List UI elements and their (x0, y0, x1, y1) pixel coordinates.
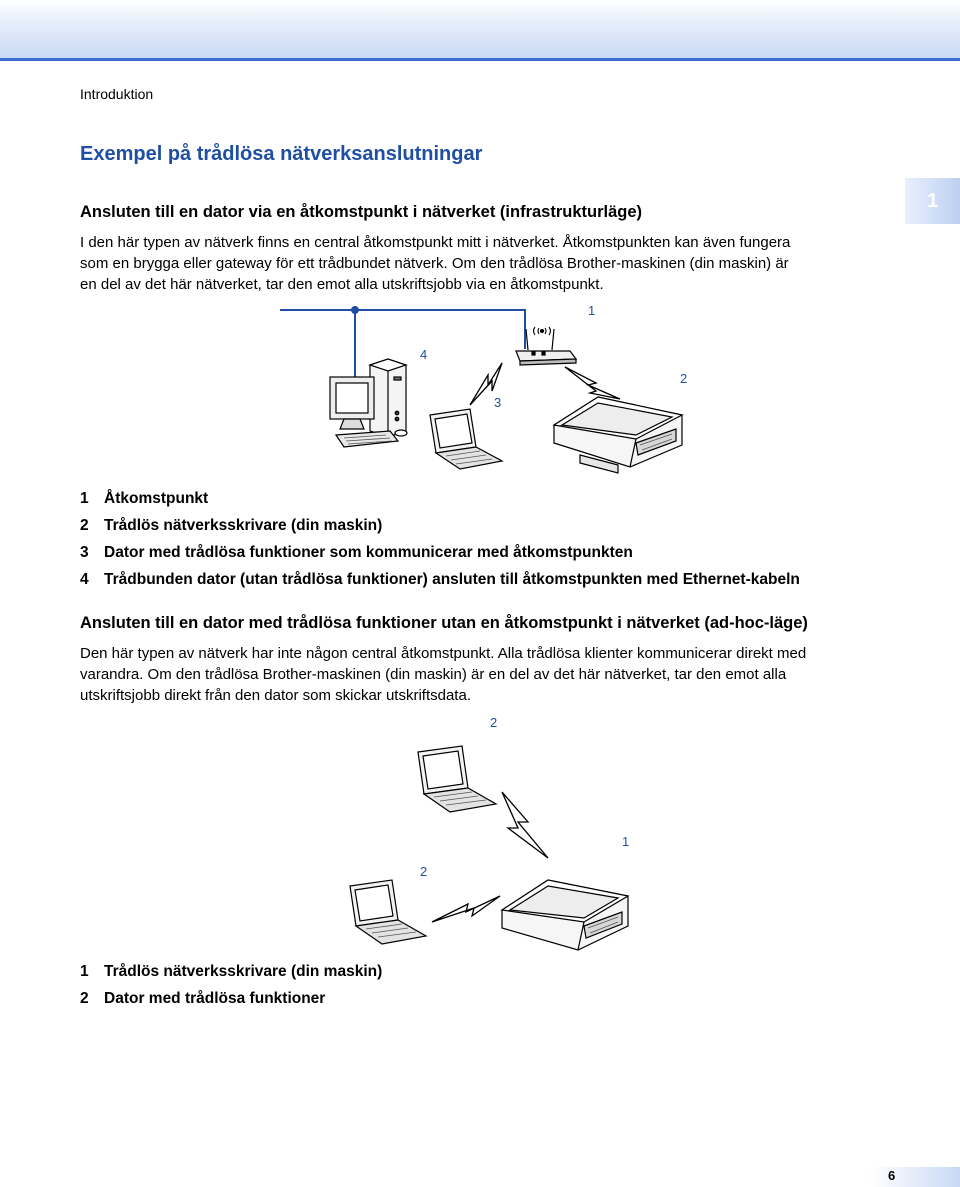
printer-icon (502, 880, 628, 950)
callout-4: 4 (420, 347, 428, 362)
page-number-tab (870, 1167, 960, 1187)
wireless-signal-icon (565, 367, 620, 399)
section1-heading: Ansluten till en dator via en åtkomstpunkt i nätverket (infrastrukturläge) (80, 203, 643, 221)
desktop-computer-icon (330, 359, 407, 447)
running-header: Introduktion (80, 86, 154, 102)
legend-item (80, 566, 800, 593)
legend-number: 4 (80, 570, 89, 588)
laptop-icon (430, 409, 502, 469)
legend-item (80, 539, 800, 566)
wireless-signal-icon (432, 896, 500, 922)
paragraph-line: varandra. Om den trådlösa Brother-maskinen (din maskin) är en del av det här nätverket, tar den emot alla (80, 666, 787, 683)
callout-1: 1 (588, 303, 596, 318)
legend-text: Dator med trådlösa funktioner (104, 989, 326, 1007)
printer-icon (554, 397, 682, 473)
adhoc-diagram (340, 710, 660, 960)
paragraph-line: utskriftsjobb direkt från den dator som skickar utskriftsdata. (80, 687, 471, 704)
chapter-tab: 1 (905, 178, 960, 224)
legend-number: 2 (80, 516, 89, 534)
wireless-signal-icon (502, 792, 548, 858)
paragraph-line: I den här typen av nätverk finns en central åtkomstpunkt mitt i nätverket. Åtkomstpunkten kan även fungera (80, 234, 791, 251)
paragraph-line: som en brygga eller gateway för ett trådbundet nätverk. Om den trådlösa Brother-maskinen (din maskin) är (80, 255, 789, 272)
legend-number: 3 (80, 543, 89, 561)
legend-number: 2 (80, 989, 89, 1007)
section2-legend (80, 958, 382, 1012)
paragraph-line: Den här typen av nätverk har inte någon central åtkomstpunkt. Alla trådlösa klienter kommunicerar direkt med (80, 645, 807, 662)
callout-2: 2 (490, 715, 498, 730)
legend-number: 1 (80, 489, 89, 507)
legend-text: Trådbunden dator (utan trådlösa funktioner) ansluten till åtkomstpunkten med Ethernet-kabeln (104, 570, 800, 588)
legend-text: Åtkomstpunkt (104, 489, 209, 507)
paragraph-line: en del av det här nätverket, tar den emot alla utskriftsjobb via en åtkomstpunkt. (80, 276, 604, 293)
infrastructure-diagram (280, 295, 720, 490)
header-band (0, 0, 960, 61)
page-number: 6 (888, 1168, 896, 1183)
laptop-icon (418, 746, 496, 812)
legend-text: Dator med trådlösa funktioner som kommunicerar med åtkomstpunkten (104, 543, 633, 561)
legend-text: Trådlös nätverksskrivare (din maskin) (104, 962, 383, 980)
section2-heading: Ansluten till en dator med trådlösa funktioner utan en åtkomstpunkt i nätverket (ad-hoc-läge) (80, 614, 808, 632)
laptop-icon (350, 880, 426, 944)
section1-legend (80, 485, 800, 593)
section1-paragraph (80, 232, 790, 295)
legend-item (80, 485, 800, 512)
legend-text: Trådlös nätverksskrivare (din maskin) (104, 516, 383, 534)
callout-3: 3 (494, 395, 502, 410)
legend-number: 1 (80, 962, 89, 980)
section2-paragraph (80, 643, 806, 706)
wifi-signal-icon (534, 327, 551, 335)
legend-item (80, 512, 800, 539)
legend-item (80, 985, 382, 1012)
callout-1: 1 (622, 834, 630, 849)
callout-2: 2 (420, 864, 428, 879)
legend-item (80, 958, 382, 985)
callout-2: 2 (680, 371, 688, 386)
page-title: Exempel på trådlösa nätverksanslutningar (80, 143, 483, 165)
